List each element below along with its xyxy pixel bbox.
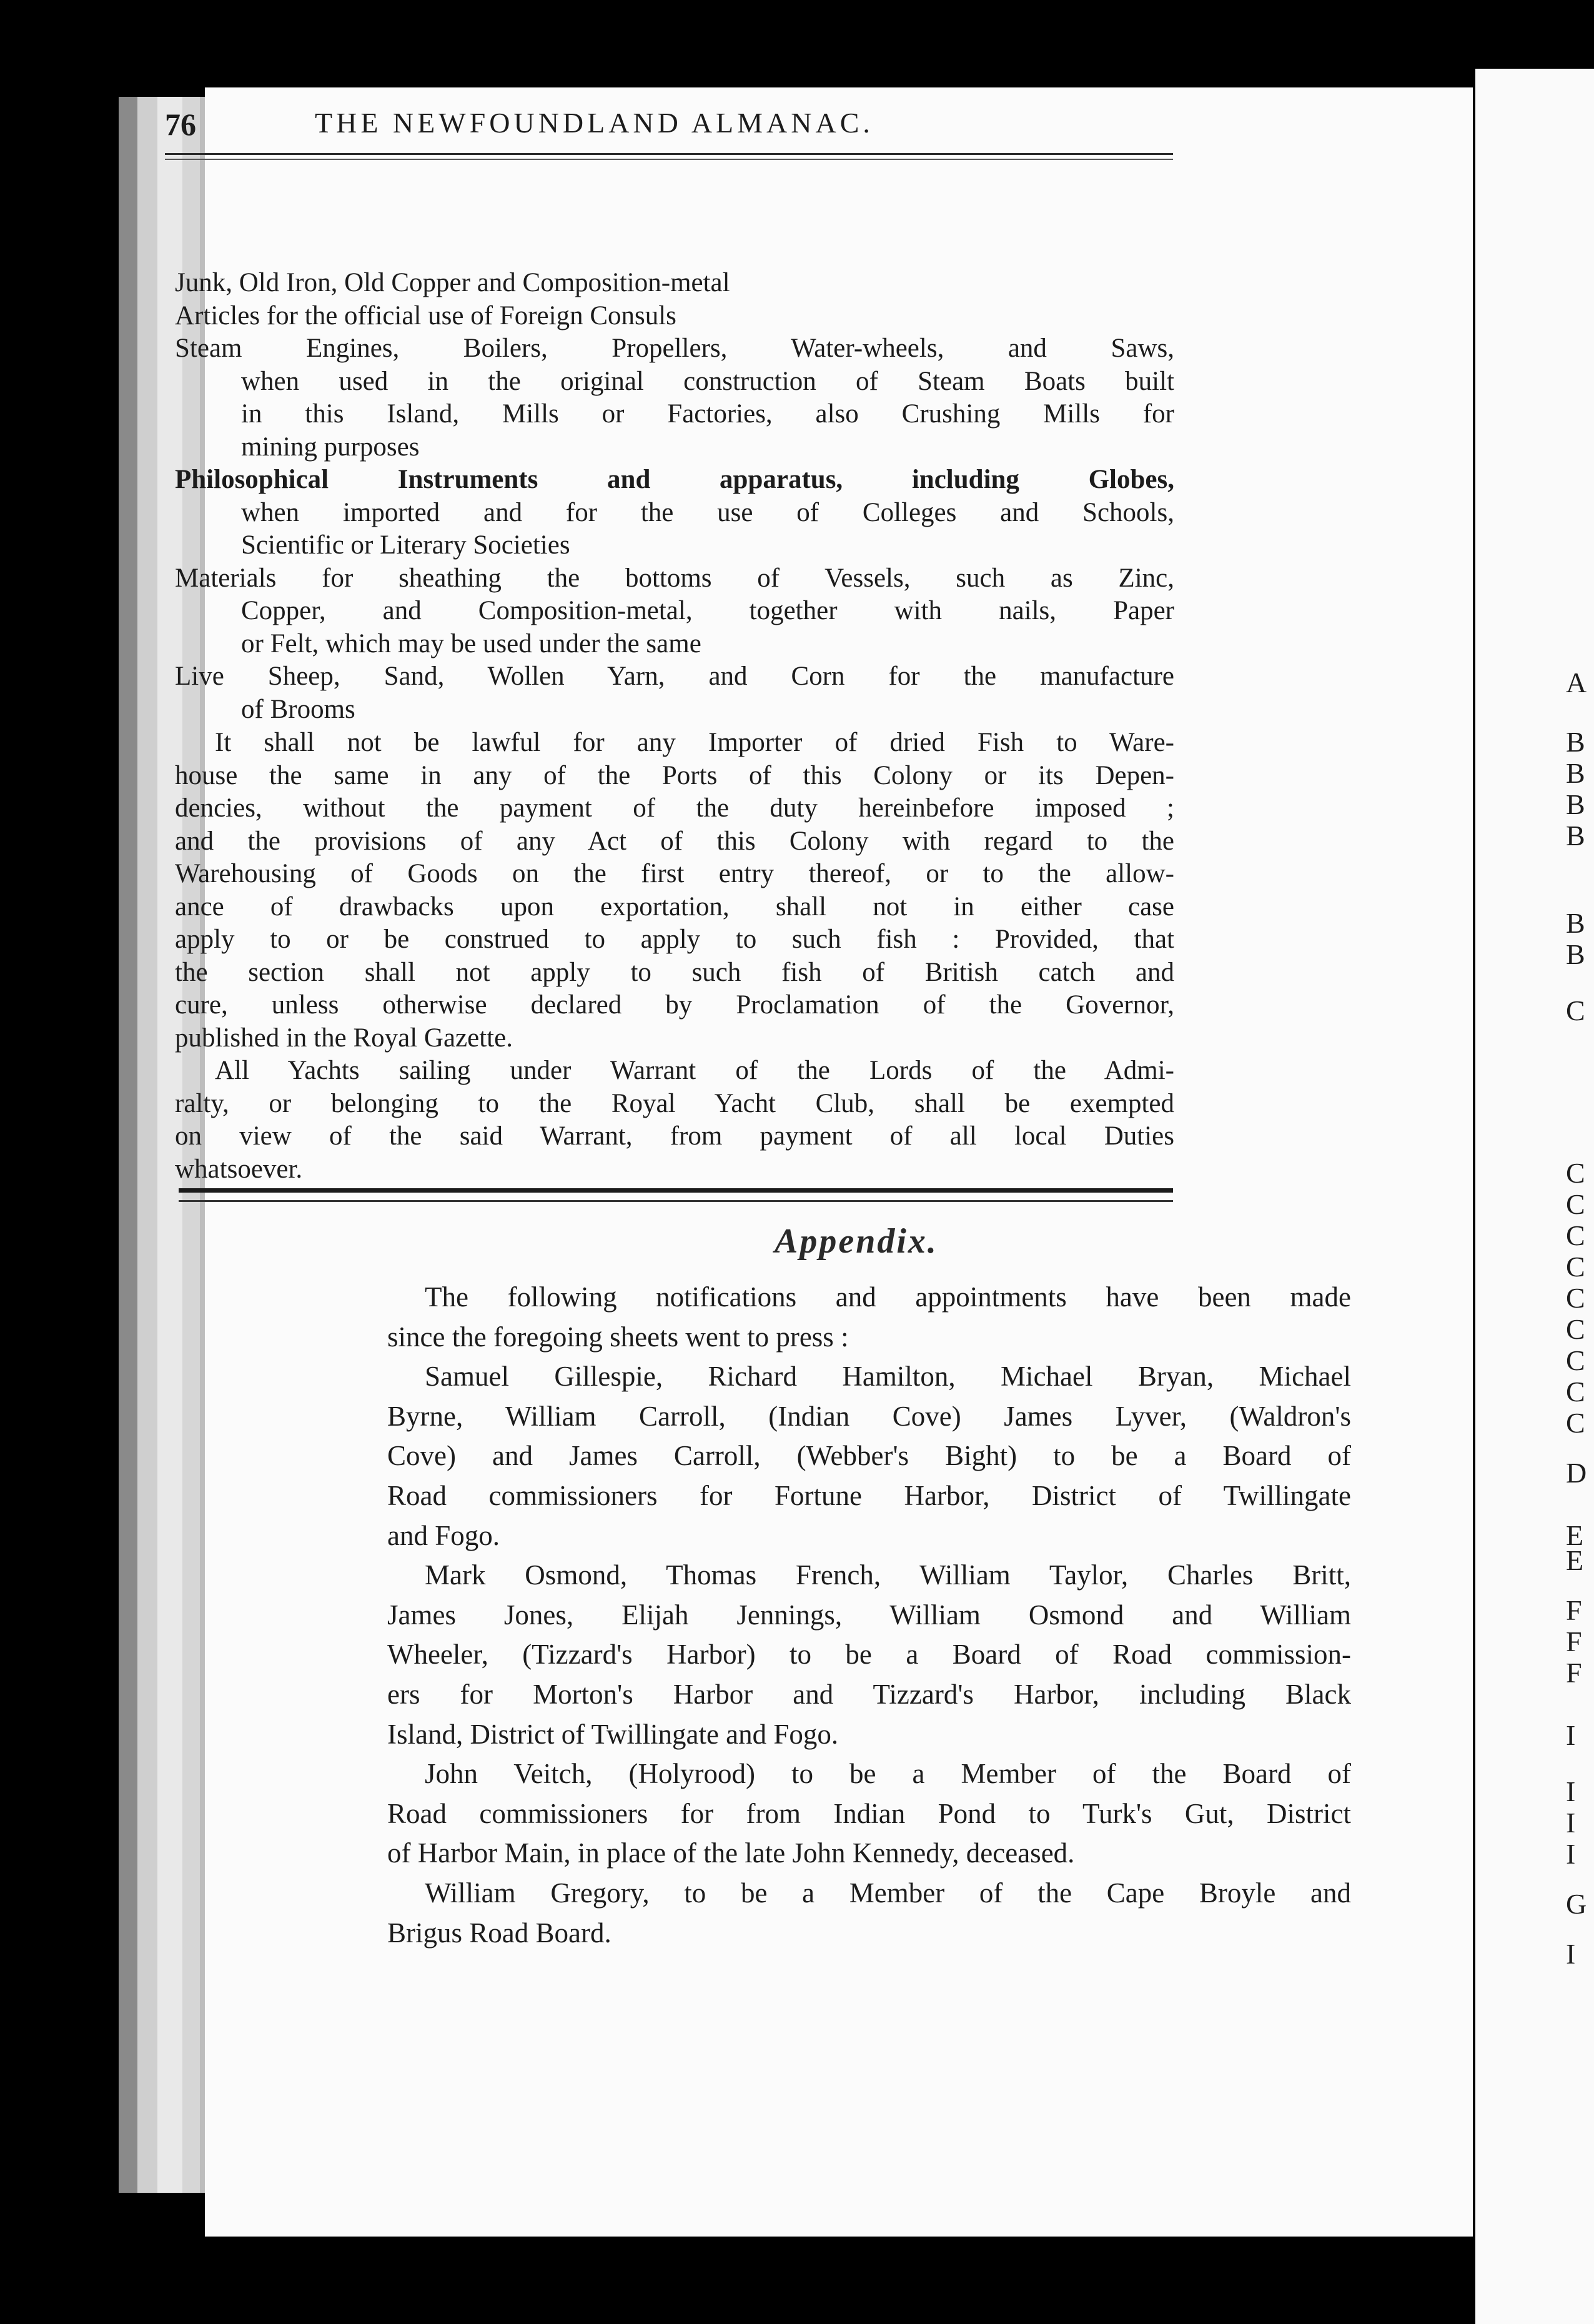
facing-page-letter: C	[1566, 1282, 1585, 1314]
appendix-line: and Fogo.	[387, 1519, 500, 1551]
facing-page-letter: C	[1566, 1376, 1585, 1408]
appendix-line: since the foregoing sheets went to press :	[387, 1321, 849, 1353]
appendix-line: The following notifications and appointments have been made	[425, 1281, 1351, 1313]
facing-page-letter: B	[1566, 788, 1585, 820]
text-line: house the same in any of the Ports of this Colony or its Depen-	[175, 760, 1174, 790]
list-line: in this Island, Mills or Factories, also Crushing Mills for	[241, 399, 1174, 429]
duty-free-list	[175, 267, 1174, 726]
appendix-title: Appendix.	[775, 1222, 938, 1261]
text-line: All Yachts sailing under Warrant of the Lords of the Admi-	[215, 1056, 1174, 1085]
appendix-line: Island, District of Twillingate and Fogo.	[387, 1718, 839, 1750]
text-line: and the provisions of any Act of this Colony with regard to the	[175, 826, 1174, 856]
list-line: Materials for sheathing the bottoms of Vessels, such as Zinc,	[175, 563, 1174, 593]
binding-edge-light	[137, 97, 157, 2193]
appendix-line: Road commissioners for Fortune Harbor, District of Twillingate	[387, 1479, 1351, 1511]
list-line: when used in the original construction of Steam Boats built	[241, 366, 1174, 396]
facing-page-letter: C	[1566, 1219, 1585, 1251]
facing-page-letter: B	[1566, 726, 1585, 758]
text-line: It shall not be lawful for any Importer of dried Fish to Ware-	[215, 728, 1174, 757]
facing-page-letter: C	[1566, 995, 1585, 1026]
page-header	[165, 106, 1177, 150]
list-line: mining purposes	[241, 432, 420, 462]
appendix-line: Road commissioners for from Indian Pond to Turk's Gut, District	[387, 1797, 1351, 1829]
text-line: apply to or be construed to apply to such fish : Provided, that	[175, 925, 1174, 954]
facing-page-edge	[1475, 69, 1594, 2324]
facing-page-letter: A	[1566, 667, 1587, 698]
appendix-notices	[387, 1278, 1351, 1953]
facing-page-letter: C	[1566, 1251, 1585, 1283]
list-line: Live Sheep, Sand, Wollen Yarn, and Corn for the manufacture	[175, 662, 1174, 691]
binding-edge-dark	[119, 97, 137, 2193]
text-line: published in the Royal Gazette.	[175, 1023, 513, 1053]
header-rule	[165, 153, 1173, 160]
list-line: Copper, and Composition-metal, together with nails, Paper	[241, 596, 1174, 625]
facing-page-letter: E	[1566, 1519, 1584, 1551]
page-number: 76	[165, 107, 196, 142]
text-line: Warehousing of Goods on the first entry thereof, or to the allow-	[175, 859, 1174, 888]
facing-page-letter: C	[1566, 1344, 1585, 1376]
appendix-line: ers for Morton's Harbor and Tizzard's Harbor, including Black	[387, 1678, 1351, 1710]
appendix-line: James Jones, Elijah Jennings, William Osmond and William	[387, 1599, 1351, 1631]
appendix-line: John Veitch, (Holyrood) to be a Member of the Board of	[425, 1758, 1351, 1790]
text-line: whatsoever.	[175, 1154, 303, 1184]
facing-page-letter: C	[1566, 1407, 1585, 1439]
appendix-line: William Gregory, to be a Member of the Cape Broyle and	[425, 1877, 1351, 1909]
facing-page-letter: I	[1566, 1938, 1576, 1970]
fish-warehouse-paragraph	[175, 727, 1174, 1055]
facing-page-letter: B	[1566, 938, 1585, 970]
facing-page-letter: I	[1566, 1719, 1576, 1751]
facing-page-letter: B	[1566, 757, 1585, 789]
facing-page-letter: B	[1566, 820, 1585, 852]
appendix-line: of Harbor Main, in place of the late John Kennedy, deceased.	[387, 1837, 1075, 1869]
facing-page-letter: G	[1566, 1888, 1587, 1920]
section-rule	[179, 1188, 1173, 1202]
facing-page-letter: F	[1566, 1594, 1582, 1626]
list-line: or Felt, which may be used under the same	[241, 628, 701, 658]
facing-page-letter: F	[1566, 1626, 1582, 1657]
facing-page-letter: I	[1566, 1838, 1576, 1870]
facing-page-letter: B	[1566, 907, 1585, 939]
list-line: of Brooms	[241, 694, 355, 724]
facing-page-letter: F	[1566, 1657, 1582, 1689]
facing-page-letter: C	[1566, 1188, 1585, 1220]
appendix-line: Samuel Gillespie, Richard Hamilton, Michael Bryan, Michael	[425, 1361, 1351, 1393]
list-line: when imported and for the use of Colleges and Schools,	[241, 497, 1174, 527]
appendix-line: Wheeler, (Tizzard's Harbor) to be a Board of Road commission-	[387, 1639, 1351, 1671]
facing-page-letter: I	[1566, 1775, 1576, 1807]
facing-page-letter: E	[1566, 1544, 1584, 1576]
appendix-line: Mark Osmond, Thomas French, William Taylor, Charles Britt,	[425, 1559, 1351, 1591]
list-line: Steam Engines, Boilers, Propellers, Water-wheels, and Saws,	[175, 334, 1174, 363]
list-line: Scientific or Literary Societies	[241, 530, 570, 560]
appendix-line: Brigus Road Board.	[387, 1917, 611, 1949]
running-head: THE NEWFOUNDLAND ALMANAC.	[315, 107, 874, 139]
facing-page-letter: C	[1566, 1157, 1585, 1189]
appendix-line: Byrne, William Carroll, (Indian Cove) James Lyver, (Waldron's	[387, 1400, 1351, 1432]
text-line: the section shall not apply to such fish of British catch and	[175, 957, 1174, 987]
text-line: cure, unless otherwise declared by Proclamation of the Governor,	[175, 990, 1174, 1020]
text-line: ance of drawbacks upon exportation, shall not in either case	[175, 891, 1174, 921]
facing-page-letter: C	[1566, 1313, 1585, 1345]
text-line: ralty, or belonging to the Royal Yacht Club, shall be exempted	[175, 1088, 1174, 1118]
facing-page-letter: D	[1566, 1457, 1587, 1489]
appendix-line: Cove) and James Carroll, (Webber's Bight) to be a Board of	[387, 1440, 1351, 1472]
list-line: Articles for the official use of Foreign Consuls	[175, 300, 676, 330]
list-line: Philosophical Instruments and apparatus, including Globes,	[175, 465, 1174, 494]
list-line: Junk, Old Iron, Old Copper and Composition-metal	[175, 268, 730, 297]
facing-page-letter: I	[1566, 1807, 1576, 1839]
text-line: dencies, without the payment of the duty hereinbefore imposed ;	[175, 793, 1174, 823]
yachts-paragraph	[175, 1055, 1174, 1186]
text-line: on view of the said Warrant, from payment of all local Duties	[175, 1121, 1174, 1151]
